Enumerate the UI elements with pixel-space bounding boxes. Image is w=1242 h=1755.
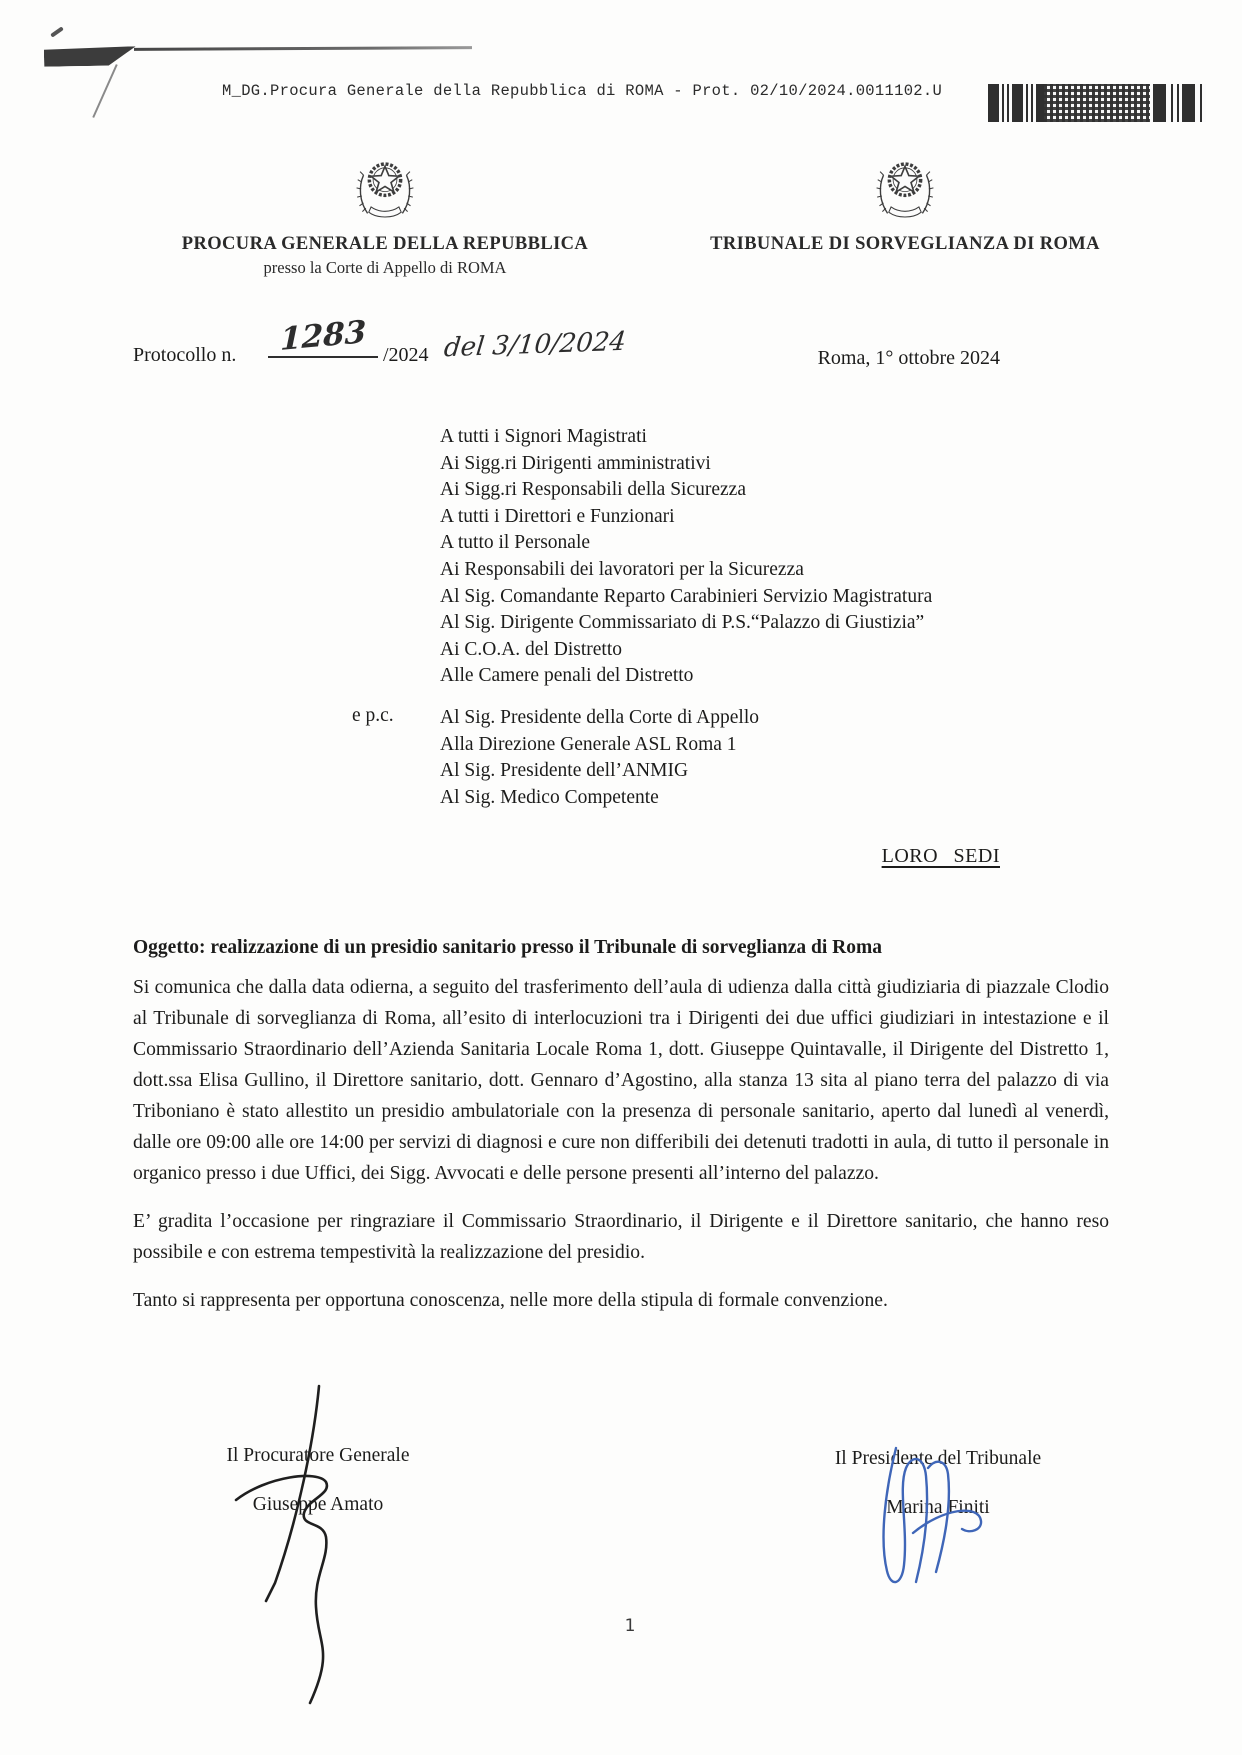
- barcode-stop-bars: [1150, 84, 1206, 122]
- procura-title: PROCURA GENERALE DELLA REPUBBLICA: [181, 234, 589, 254]
- barcode-data-matrix: [1044, 84, 1150, 122]
- scan-artifact-line: [134, 46, 472, 51]
- page-number: 1: [624, 1616, 636, 1636]
- registry-protocol-line: M_DG.Procura Generale della Repubblica di ROMA - Prot. 02/10/2024.0011102.U: [222, 82, 943, 100]
- place-and-date: Roma, 1° ottobre 2024: [817, 347, 1000, 369]
- recipients-list: [440, 424, 932, 690]
- recipient-line: A tutto il Personale: [440, 532, 591, 554]
- recipient-line: Alle Camere penali del Distretto: [440, 665, 694, 687]
- cc-recipient-line: Al Sig. Presidente della Corte di Appello: [440, 707, 759, 728]
- letterhead-procura: [170, 152, 600, 278]
- italy-republic-emblem-icon: [876, 152, 934, 226]
- procura-subtitle: presso la Corte di Appello di ROMA: [263, 258, 507, 277]
- signature-block-presidente: [788, 1448, 1088, 1519]
- recipient-line: Ai Sigg.ri Dirigenti amministrativi: [440, 452, 711, 474]
- barcode-start-bars: [988, 84, 1044, 122]
- letter-body: [133, 972, 1109, 1316]
- protocol-date-handwritten: del 3/10/2024: [442, 326, 628, 364]
- recipient-line: A tutti i Signori Magistrati: [440, 426, 647, 447]
- body-paragraph-3: Tanto si rappresenta per opportuna conoscenza, nelle more della stipula di formale convenzione.: [133, 1290, 888, 1311]
- signature-block-procuratore: [168, 1445, 468, 1516]
- cc-recipient-line: Al Sig. Presidente dell’ANMIG: [440, 760, 689, 782]
- recipient-line: A tutti i Direttori e Funzionari: [440, 505, 675, 527]
- protocol-year: /2024: [383, 344, 429, 366]
- signer-role: Il Presidente del Tribunale: [834, 1448, 1042, 1469]
- protocol-number-handwritten: 1283: [279, 314, 367, 358]
- body-paragraph-1: Si comunica che dalla data odierna, a seguito del trasferimento dell’aula di udienza dalla città giudiziaria di piazzale Clodio al Tribunale di sorveglianza di Roma, all’esito di interlocuzioni tra i Dirigenti dei due uffici giudiziari in intestazione e il Commissario Straordinario dell’Azienda Sanitaria Locale Roma 1, dott. Giuseppe Quintavalle, il Dirigente del Distretto 1, dott.ssa Elisa Gullino, il Direttore sanitario, dott. Gennaro d’Agostino, alla stanza 13 sita al piano terra del palazzo di via Triboniano è stato allestito un presidio ambulatoriale con la presenza di personale sanitario, aperto dal lunedì al venerdì, dalle ore 09:00 alle ore 14:00 per servizi di diagnosi e cure non differibili dei detenuti tradotti in aula, di tutto il personale in organico presso i due Uffici, dei Sigg. Avvocati e delle persone presenti all’interno del palazzo.: [133, 977, 1109, 1184]
- signer-name: Giuseppe Amato: [252, 1494, 384, 1515]
- subject-line: Oggetto: realizzazione di un presidio sanitario presso il Tribunale di sorveglianza di Roma: [133, 937, 882, 958]
- tribunale-title: TRIBUNALE DI SORVEGLIANZA DI ROMA: [710, 234, 1100, 254]
- cc-recipient-line: Alla Direzione Generale ASL Roma 1: [440, 733, 737, 755]
- protocol-label: Protocollo n.: [133, 344, 237, 366]
- loro-sedi: LORO SEDI: [881, 845, 1000, 867]
- cc-recipients-list: [440, 705, 759, 811]
- scan-artifact-diagonal: [92, 64, 117, 118]
- barcode: [988, 84, 1206, 122]
- letterhead-tribunale: [700, 152, 1110, 255]
- recipient-line: Al Sig. Comandante Reparto Carabinieri Servizio Magistratura: [440, 585, 933, 607]
- cc-label: e p.c.: [352, 705, 394, 726]
- protocol-number-field: [268, 314, 378, 358]
- cc-recipient-line: Al Sig. Medico Competente: [440, 786, 659, 808]
- signer-name: Marina Finiti: [886, 1497, 990, 1518]
- signer-role: Il Procuratore Generale: [226, 1445, 410, 1466]
- recipient-line: Ai Sigg.ri Responsabili della Sicurezza: [440, 479, 746, 501]
- signature-amato-scribble-icon: [222, 1378, 372, 1713]
- recipient-line: Ai C.O.A. del Distretto: [440, 638, 622, 660]
- scan-artifact-tick: [50, 26, 64, 37]
- body-paragraph-2: E’ gradita l’occasione per ringraziare il Commissario Straordinario, il Dirigente e il Direttore sanitario, che hanno reso possibile e con estrema tempestività la realizzazione del presidio.: [133, 1211, 1109, 1263]
- scan-artifact-bar: [44, 46, 136, 67]
- italy-republic-emblem-icon: [356, 152, 414, 226]
- recipient-line: Ai Responsabili dei lavoratori per la Sicurezza: [440, 558, 804, 580]
- recipient-line: Al Sig. Dirigente Commissariato di P.S.“Palazzo di Giustizia”: [440, 612, 925, 634]
